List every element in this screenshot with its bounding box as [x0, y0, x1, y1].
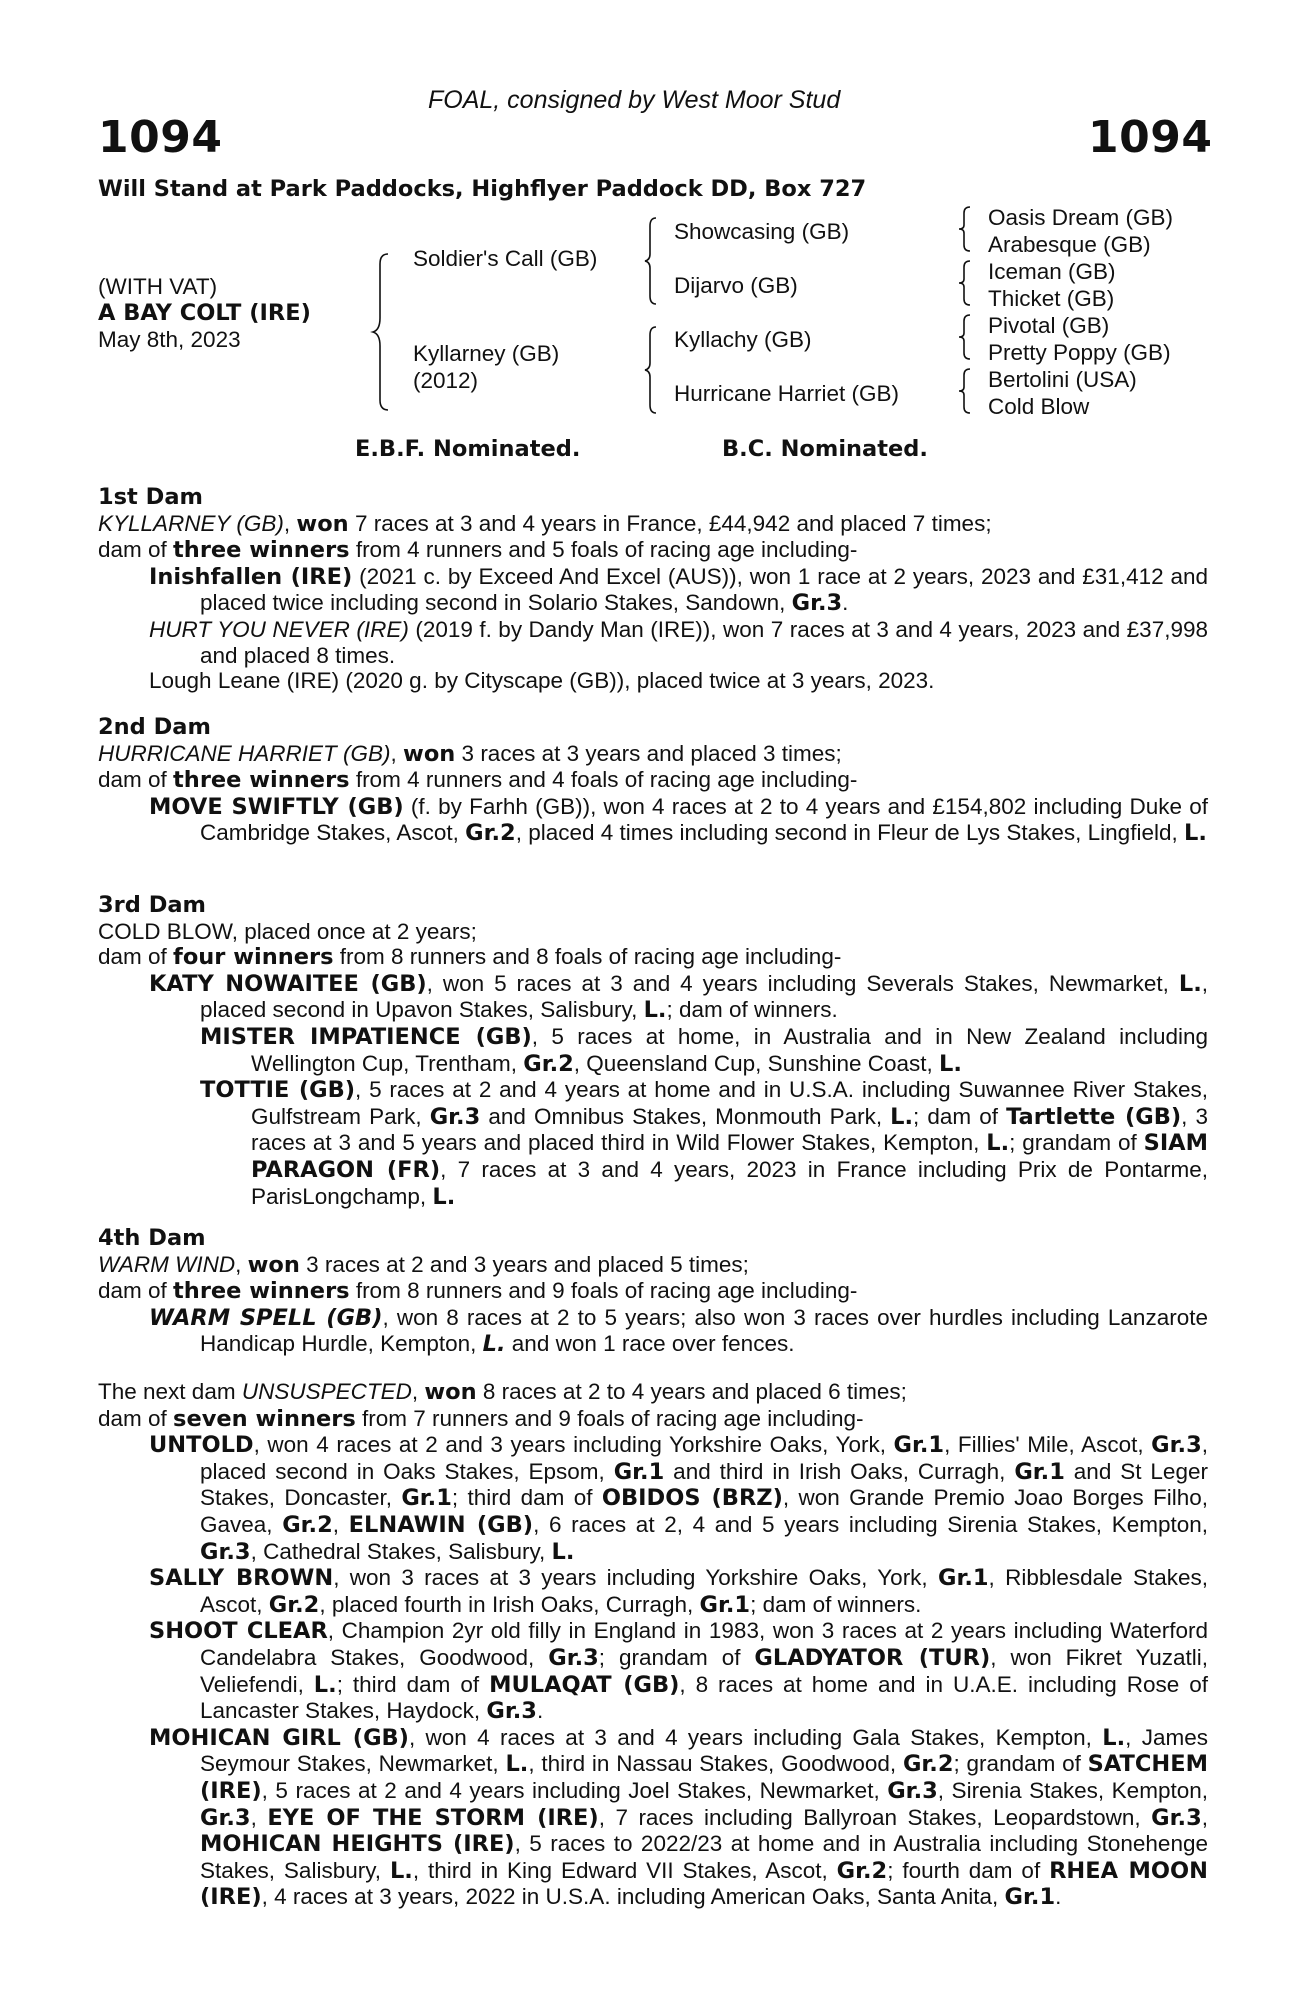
first-dam-name: KYLLARNEY (GB): [98, 510, 284, 536]
pedigree-sire-dam: Dijarvo (GB): [674, 273, 798, 298]
pedigree-sire-sire: Showcasing (GB): [674, 219, 850, 244]
second-dam-line: HURRICANE HARRIET (GB), won 3 races at 3 years and placed 3 times;: [98, 740, 842, 767]
pedigree-sire: Soldier's Call (GB): [413, 246, 598, 271]
next-dam-entry-2: SALLY BROWN, won 3 races at 3 years including Yorkshire Oaks, York, Gr.1, Ribblesdale Stakes, Ascot, Gr.2, placed fourth in Irish Oaks, Curragh, Gr.1; dam of winners.: [149, 1565, 1208, 1618]
third-dam-entry-2: MISTER IMPATIENCE (GB), 5 races at home, in Australia and in New Zealand including Wellington Cup, Trentham, Gr.2, Queensland Cup, Sunshine Coast, L.: [200, 1023, 1208, 1077]
date-of-birth: May 8th, 2023: [98, 327, 241, 352]
first-dam-entry-3: Lough Leane (IRE) (2020 g. by Cityscape (GB)), placed twice at 3 years, 2023.: [149, 668, 935, 694]
third-dam-line: COLD BLOW, placed once at 2 years;: [98, 918, 477, 944]
ebf-nomination: E.B.F. Nominated.: [355, 436, 581, 462]
first-dam-line: KYLLARNEY (GB), won 7 races at 3 and 4 years in France, £44,942 and placed 7 times;: [98, 510, 992, 537]
pedigree-dam-dam: Hurricane Harriet (GB): [674, 381, 900, 406]
fourth-dam-section: [98, 1226, 1208, 1358]
stand-location: Will Stand at Park Paddocks, Highflyer Paddock DD, Box 727: [98, 176, 867, 202]
second-dam-heading: 2nd Dam: [98, 714, 211, 740]
pedigree-ssd: Arabesque (GB): [988, 232, 1151, 257]
first-dam-heading: 1st Dam: [98, 484, 203, 510]
pedigree-brace-dam: [642, 325, 662, 415]
second-dam-produce-line: dam of three winners from 4 runners and 4 foals of racing age including-: [98, 767, 858, 794]
next-dam-line: The next dam UNSUSPECTED, won 8 races at 2 to 4 years and placed 6 times;: [98, 1379, 907, 1405]
first-dam-section: [98, 485, 1208, 694]
third-dam-produce-line: dam of four winners from 8 runners and 8 foals of racing age including-: [98, 944, 842, 971]
third-dam-entry-3: TOTTIE (GB), 5 races at 2 and 4 years at home and in U.S.A. including Suwannee River Stakes, Gulfstream Park, Gr.3 and Omnibus Stakes, Monmouth Park, L.; dam of Tartlette (GB), 3 races at 3 and 5 years and placed third in Wild Flower Stakes, Kempton, L.; grandam of SIAM PARAGON (FR), 7 races at 3 and 4 years, 2023 in France including Prix de Pontarme, ParisLongchamp, L.: [200, 1077, 1208, 1210]
next-dam-entry-4: MOHICAN GIRL (GB), won 4 races at 3 and 4 years including Gala Stakes, Kempton, L., James Seymour Stakes, Newmarket, L., third in Nassau Stakes, Goodwood, Gr.2; grandam of SATCHEM (IRE), 5 races at 2 and 4 years including Joel Stakes, Newmarket, Gr.3, Sirenia Stakes, Kempton, Gr.3, EYE OF THE STORM (IRE), 7 races including Ballyroan Stakes, Leopardstown, Gr.3, MOHICAN HEIGHTS (IRE), 5 races to 2022/23 at home and in Australia including Stonehenge Stakes, Salisbury, L., third in King Edward VII Stakes, Ascot, Gr.2; fourth dam of RHEA MOON (IRE), 4 races at 3 years, 2022 in U.S.A. including American Oaks, Santa Anita, Gr.1.: [149, 1724, 1208, 1911]
third-dam-section: [98, 893, 1208, 1210]
vat-label: (WITH VAT): [98, 274, 218, 299]
pedigree-dss: Pivotal (GB): [988, 313, 1110, 338]
pedigree-sds: Iceman (GB): [988, 259, 1116, 284]
lot-number-right: 1094: [1088, 112, 1213, 163]
first-dam-produce-line: dam of three winners from 4 runners and 5 foals of racing age including-: [98, 537, 858, 564]
pedigree-dam: Kyllarney (GB): [413, 341, 560, 366]
next-dam-produce-line: dam of seven winners from 7 runners and 9 foals of racing age including-: [98, 1405, 864, 1432]
pedigree-ddd: Cold Blow: [988, 394, 1090, 419]
pedigree-brace-dd: [956, 366, 976, 416]
next-dam-entry-3: SHOOT CLEAR, Champion 2yr old filly in England in 1983, won 3 races at 2 years including Waterford Candelabra Stakes, Goodwood, Gr.3; grandam of GLADYATOR (TUR), won Fikret Yuzatli, Veliefendi, L.; third dam of MULAQAT (GB), 8 races at home and in U.A.E. including Rose of Lancaster Stakes, Haydock, Gr.3.: [149, 1618, 1208, 1725]
pedigree-sss: Oasis Dream (GB): [988, 205, 1174, 230]
pedigree-brace-sd: [956, 258, 976, 308]
third-dam-entry-1: KATY NOWAITEE (GB), won 5 races at 3 and 4 years including Severals Stakes, Newmarket, L., placed second in Upavon Stakes, Salisbury, L.; dam of winners.: [149, 970, 1209, 1024]
first-dam-entry-1: Inishfallen (IRE) (2021 c. by Exceed And Excel (AUS)), won 1 race at 2 years, 2023 and £31,412 and placed twice including second in Solario Stakes, Sandown, Gr.3.: [149, 563, 1208, 617]
first-dam-entry-2: HURT YOU NEVER (IRE) (2019 f. by Dandy Man (IRE)), won 7 races at 3 and 4 years, 2023 and £37,998 and placed 8 times.: [149, 616, 1209, 668]
next-dam-section: [98, 1379, 1208, 1911]
pedigree-dsd: Pretty Poppy (GB): [988, 340, 1171, 365]
pedigree-dam-year: (2012): [413, 368, 479, 393]
lot-name: A BAY COLT (IRE): [98, 300, 311, 326]
lot-number-left: 1094: [98, 112, 223, 163]
third-dam-heading: 3rd Dam: [98, 892, 206, 918]
bc-nomination: B.C. Nominated.: [722, 436, 928, 462]
next-dam-entry-1: UNTOLD, won 4 races at 2 and 3 years including Yorkshire Oaks, York, Gr.1, Fillies' Mile, Ascot, Gr.3, placed second in Oaks Stakes, Epsom, Gr.1 and third in Irish Oaks, Curragh, Gr.1 and St Leger Stakes, Doncaster, Gr.1; third dam of OBIDOS (BRZ), won Grande Premio Joao Borges Filho, Gavea, Gr.2, ELNAWIN (GB), 6 races at 2, 4 and 5 years including Sirenia Stakes, Kempton, Gr.3, Cathedral Stakes, Salisbury, L.: [149, 1432, 1208, 1565]
second-dam-entry-1: MOVE SWIFTLY (GB) (f. by Farhh (GB)), won 4 races at 2 to 4 years and £154,802 including Duke of Cambridge Stakes, Ascot, Gr.2, placed 4 times including second in Fleur de Lys Stakes, Lingfield, L.: [149, 793, 1208, 847]
consignment-line: FOAL, consigned by West Moor Stud: [428, 86, 841, 114]
pedigree-brace-ss: [956, 204, 976, 254]
fourth-dam-heading: 4th Dam: [98, 1225, 206, 1251]
fourth-dam-line: WARM WIND, won 3 races at 2 and 3 years and placed 5 times;: [98, 1251, 749, 1278]
pedigree-brace-main: [370, 252, 394, 412]
fourth-dam-entry-1: WARM SPELL (GB), won 8 races at 2 to 5 years; also won 3 races over hurdles including Lanzarote Handicap Hurdle, Kempton, L. and won 1 race over fences.: [149, 1304, 1208, 1358]
pedigree-brace-ds: [956, 312, 976, 362]
pedigree-dds: Bertolini (USA): [988, 367, 1137, 392]
fourth-dam-produce-line: dam of three winners from 8 runners and 9 foals of racing age including-: [98, 1278, 858, 1305]
pedigree-dam-sire: Kyllachy (GB): [674, 327, 812, 352]
pedigree-sdd: Thicket (GB): [988, 286, 1115, 311]
second-dam-section: [98, 715, 1208, 847]
pedigree-brace-sire: [642, 216, 662, 306]
